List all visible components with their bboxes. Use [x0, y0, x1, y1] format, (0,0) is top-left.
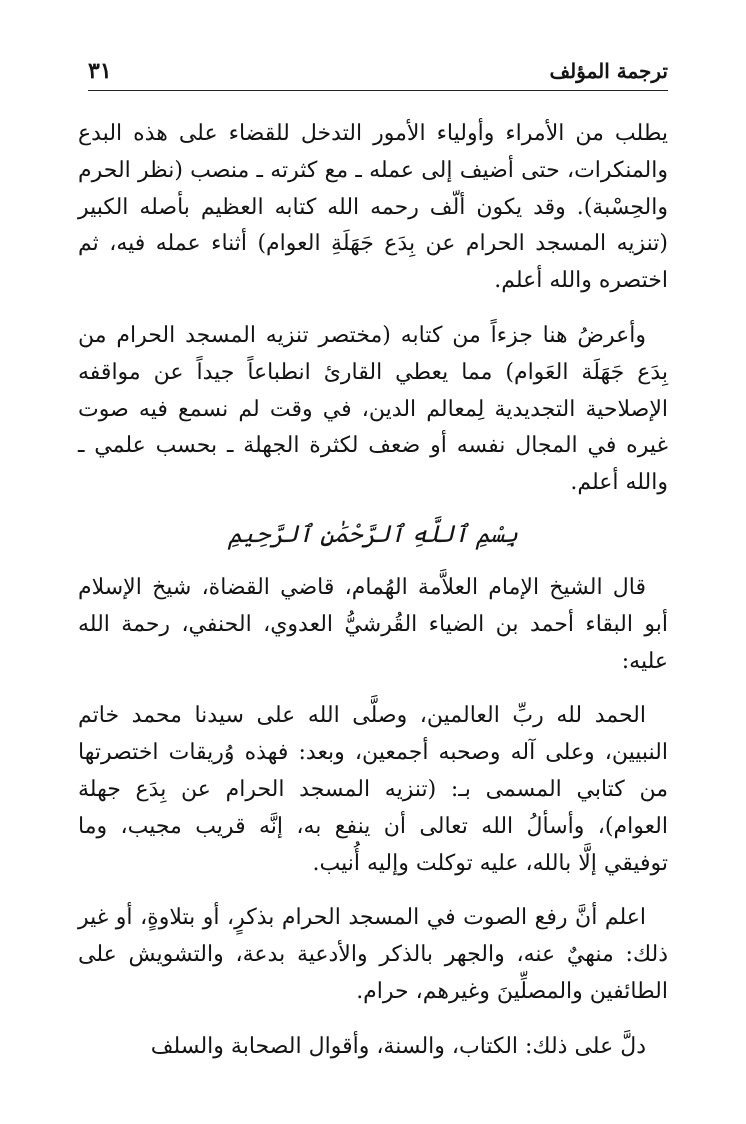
- paragraph-6: دلَّ على ذلك: الكتاب، والسنة، وأقوال الصحابة والسلف: [150, 1033, 646, 1059]
- paragraph-2: وأعرضُ هنا جزءاً من كتابه (مختصر تنزيه المسجد الحرام من بِدَع جَهَلَة العَوام) مما يعطي القارئ انطباعاً جيداً عن مواقفه الإصلاحية التجديدية لِمعالم الدين، في وقت لم نسمع فيه صوت غيره في المجال نفسه أو ضعف لكثرة الجهلة ـ بحسب علمي ـ والله أعلم.: [78, 322, 668, 496]
- paragraph-4: الحمد لله ربِّ العالمين، وصلَّى الله على سيدنا محمد خاتم النبيين، وعلى آله وصحبه أجمعين، وبعد: فهذه وُريقات اختصرتها من كتابي المسمى بـ: (تنزيه المسجد الحرام عن بِدَع جهلة العوام)، وأسألُ الله تعالى أن ينفع به، إنَّه قريب مجيب، وما توفيقي إلَّا بالله، عليه توكلت وإليه أُنيب.: [78, 703, 668, 876]
- paragraph-1: يطلب من الأمراء وأولياء الأمور التدخل للقضاء على هذه البدع والمنكرات، حتى أضيف إلى عمله ـ مع كثرته ـ منصب (نظر الحرم والحِسْبة). وقد يكون ألّف رحمه الله كتابه العظيم بأصله الكبير (تنزيه المسجد الحرام عن بِدَع جَهَلَةِ العوام) أثناء عمله فيه، ثم اختصره والله أعلم.: [78, 121, 668, 294]
- page-body: [78, 116, 668, 1084]
- running-header: [88, 52, 668, 91]
- paragraph-5: اعلم أنَّ رفع الصوت في المسجد الحرام بذكرٍ، أو بتلاوةٍ، أو غير ذلك: منهيٌ عنه، والجهر بالذكر والأدعية بدعة، والتشويش على الطائفين والمصلِّينَ وغيرهم، حرام.: [78, 905, 668, 1004]
- page-number: ٣١: [88, 58, 112, 84]
- paragraph-3: قال الشيخ الإمام العلاَّمة الهُمام، قاضي القضاة، شيخ الإسلام أبو البقاء أحمد بن الضياء القُرشيُّ العدوي، الحنفي، رحمة الله عليه:: [78, 574, 668, 674]
- basmala: بِسْمِ ٱللَّهِ ٱلرَّحْمَٰنِ ٱلرَّحِيمِ: [227, 519, 519, 548]
- chapter-title: ترجمة المؤلف: [549, 59, 668, 83]
